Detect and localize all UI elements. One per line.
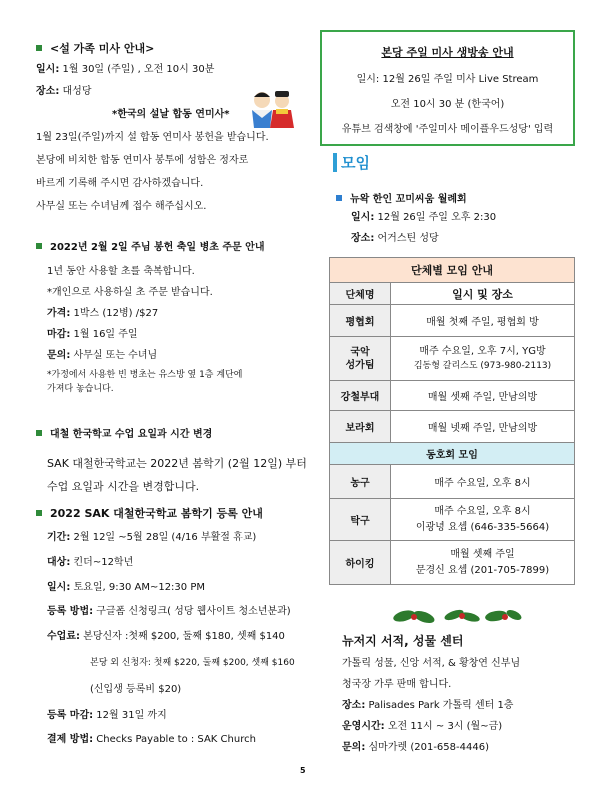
registration-target: 대상: 킨더~12학년	[47, 557, 134, 568]
bookstore-line-1: 가톨릭 성물, 신앙 서적, & 황창연 신부님	[342, 658, 521, 669]
registration-payment: 결제 방법: Checks Payable to : SAK Church	[47, 734, 256, 745]
table-col-header: 단체명	[330, 283, 391, 305]
group-info: 매월 첫째 주일, 평협회 방	[391, 305, 575, 337]
table-title: 단체별 모임 안내	[330, 258, 575, 283]
bullet-icon	[336, 195, 342, 201]
group-name: 강철부대	[330, 381, 391, 411]
candle-line-2: *개인으로 사용하실 초 주문 받습니다.	[47, 287, 213, 298]
lunar-body-2: 본당에 비치한 합동 연미사 봉투에 성함은 정자로	[36, 155, 249, 166]
candle-line-1: 1년 동안 사용할 초를 축복합니다.	[47, 266, 195, 277]
club-info: 문경신 요셉 (201-705-7899)	[415, 564, 550, 576]
group-info: 매월 넷째 주일, 만남의방	[391, 411, 575, 443]
candle-inquiry: 문의: 사무실 또는 수녀님	[47, 350, 158, 361]
registration-fee-line-3: (신입생 등록비 $20)	[90, 684, 182, 695]
lunar-mass-place: 장소: 대성당	[36, 86, 92, 97]
livestream-line-3: 유튜브 검색창에 '주일미사 메이플우드성당' 입력	[341, 124, 554, 135]
group-info: 매주 수요일, 오후 7시, YG방	[419, 345, 546, 357]
lunar-mass-subtitle: *한국의 설날 합동 연미사*	[112, 109, 230, 120]
candle-price: 가격: 1박스 (12병) /$27	[47, 308, 159, 319]
livestream-box	[320, 30, 575, 146]
school-change-heading: 대철 한국학교 수업 요일과 시간 변경	[36, 425, 212, 440]
bullet-icon	[36, 510, 42, 516]
club-info: 이광녕 요셉 (646-335-5664)	[415, 521, 550, 533]
holly-decoration-icon	[392, 605, 522, 627]
club-name: 탁구	[330, 499, 391, 541]
table-row	[330, 337, 575, 381]
bookstore-hours: 운영시간: 오전 11시 ~ 3시 (월~금)	[342, 721, 503, 732]
table-row	[330, 411, 575, 443]
lunar-body-3: 바르게 기록해 주시면 감사하겠습니다.	[36, 178, 204, 189]
club-title: 동호회 모임	[330, 443, 575, 465]
page-number: 5	[300, 766, 306, 775]
lunar-body-4: 사무실 또는 수녀님께 접수 해주십시오.	[36, 201, 207, 212]
bookstore-contact: 문의: 심마가렛 (201-658-4446)	[342, 742, 489, 753]
club-info: 매월 셋째 주일	[450, 548, 515, 560]
group-meeting-table	[329, 257, 575, 585]
club-name: 농구	[330, 465, 391, 499]
kkomi-heading: 뉴왁 한인 꼬미씨움 월례회	[336, 190, 467, 205]
table-row	[330, 465, 575, 499]
club-name: 하이킹	[330, 541, 391, 585]
group-name: 평협회	[330, 305, 391, 337]
livestream-line-2: 오전 10시 30 분 (한국어)	[390, 99, 505, 110]
table-row	[330, 305, 575, 337]
bookstore-line-2: 청국장 가루 판매 합니다.	[342, 679, 452, 690]
bookstore-heading: 뉴저지 서적, 성물 센터	[342, 634, 464, 648]
kkomi-date: 일시: 12월 26일 주일 오후 2:30	[351, 212, 497, 223]
table-col-header: 일시 및 장소	[391, 283, 575, 305]
group-info: 김동형 갈리스도 (973-980-2113)	[413, 360, 552, 371]
group-info: 매월 셋째 주일, 만남의방	[391, 381, 575, 411]
candle-heading: 2022년 2월 2일 주님 봉헌 축일 병초 주문 안내	[36, 238, 265, 253]
bullet-icon	[36, 430, 42, 436]
kkomi-place: 장소: 어거스틴 성당	[351, 233, 439, 244]
registration-time: 일시: 토요일, 9:30 AM~12:30 PM	[47, 582, 205, 593]
registration-deadline: 등록 마감: 12월 31일 까지	[47, 710, 167, 721]
section-title-moim: 모임	[341, 154, 370, 172]
registration-heading: 2022 SAK 대철한국학교 봄학기 등록 안내	[36, 505, 263, 521]
bookstore-place: 장소: Palisades Park 가톨릭 센터 1층	[342, 700, 514, 711]
registration-fee: 수업료: 본당신자 :첫째 $200, 둘째 $180, 셋째 $140	[47, 631, 285, 642]
hanbok-couple-illustration	[248, 88, 296, 128]
lunar-mass-heading: <설 가족 미사 안내>	[36, 40, 154, 56]
candle-note-2: 가져다 놓습니다.	[47, 384, 114, 394]
candle-deadline: 마감: 1월 16일 주일	[47, 329, 138, 340]
section-bar	[333, 153, 337, 172]
group-name: 국악 성가팀	[330, 337, 391, 381]
registration-method: 등록 방법: 구글폼 신청링크( 성당 웹사이트 청소년분과)	[47, 606, 291, 617]
registration-fee-line-2: 본당 외 신청자: 첫째 $220, 둘째 $200, 셋째 $160	[90, 658, 295, 668]
bullet-icon	[36, 45, 42, 51]
bullet-icon	[36, 243, 42, 249]
club-info: 매주 수요일, 오후 8시	[434, 505, 531, 517]
candle-note-1: *가정에서 사용한 빈 병초는 유스방 옆 1층 계단에	[47, 370, 243, 380]
school-change-body-1: SAK 대철한국학교는 2022년 봄학기 (2월 12일) 부터	[47, 457, 307, 470]
registration-period: 기간: 2월 12일 ~5월 28일 (4/16 부활절 휴교)	[47, 532, 257, 543]
club-info: 매주 수요일, 오후 8시	[391, 465, 575, 499]
lunar-body-1: 1월 23일(주일)까지 설 합동 연미사 봉헌을 받습니다.	[36, 132, 269, 143]
livestream-title: 본당 주일 미사 생방송 안내	[381, 46, 514, 59]
livestream-line-1: 일시: 12월 26일 주일 미사 Live Stream	[356, 74, 539, 85]
lunar-mass-date: 일시: 1월 30일 (주일) , 오전 10시 30분	[36, 64, 215, 75]
table-row	[330, 541, 575, 585]
table-row	[330, 499, 575, 541]
table-row	[330, 381, 575, 411]
school-change-body-2: 수업 요일과 시간을 변경합니다.	[47, 480, 200, 493]
group-name: 보라회	[330, 411, 391, 443]
